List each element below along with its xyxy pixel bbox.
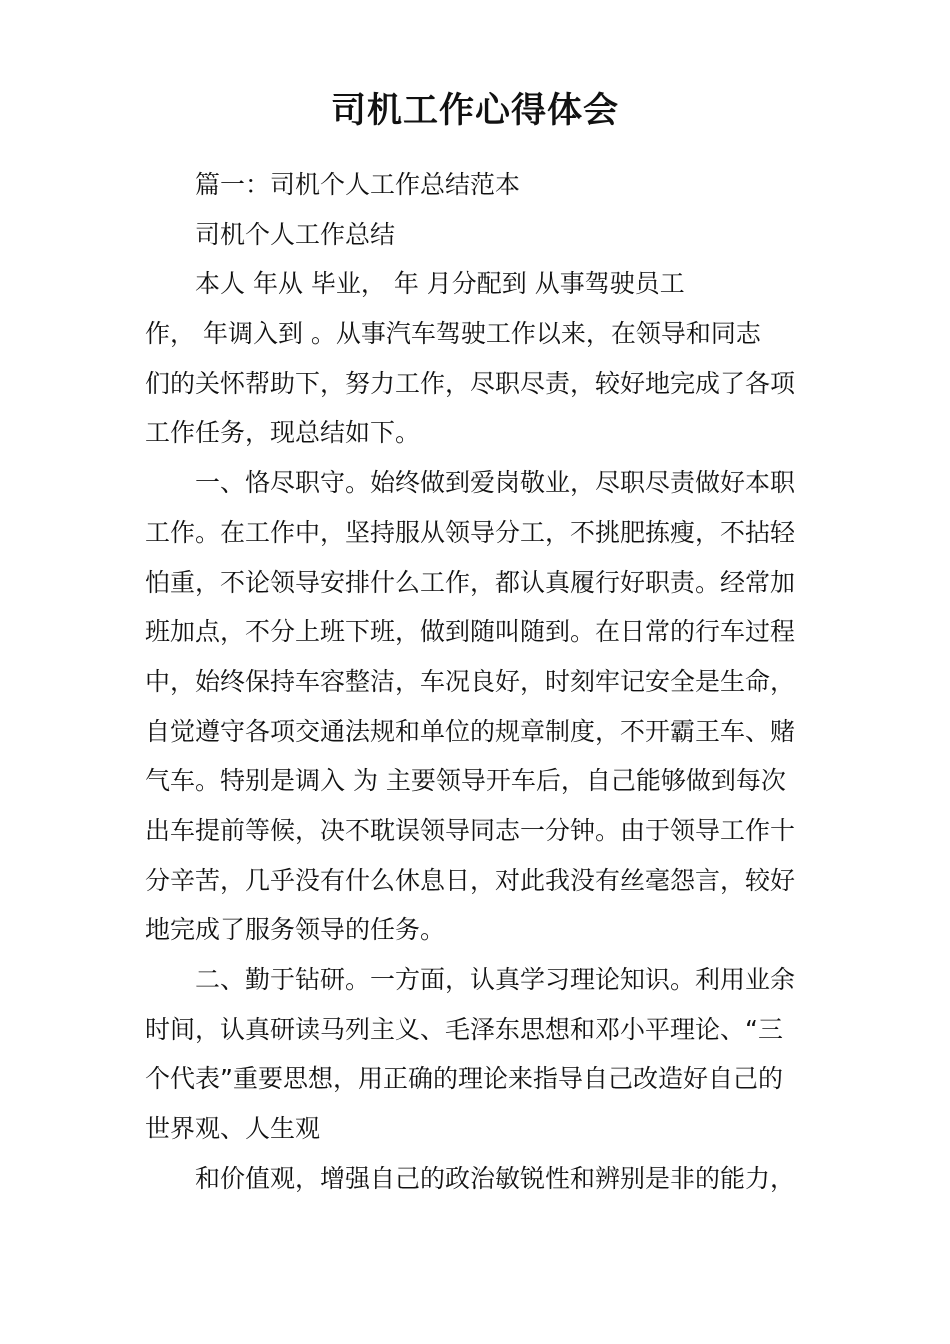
- paragraph-line: 工作。在工作中，坚持服从领导分工，不挑肥拣瘦，不拈轻: [145, 517, 796, 547]
- paragraph-line: 气车。特别是调入 为 主要领导开车后，自己能够做到每次: [145, 766, 786, 796]
- paragraph-line: 个代表”重要思想，用正确的理论来指导自己改造好自己的: [145, 1064, 783, 1094]
- paragraph-line: 班加点，不分上班下班，做到随叫随到。在日常的行车过程: [145, 617, 796, 647]
- paragraph-line: 二、勤于钻研。一方面，认真学习理论知识。利用业余: [195, 965, 796, 994]
- paragraph-line: 怕重，不论领导安排什么工作，都认真履行好职责。经常加: [145, 567, 796, 597]
- paragraph-line: 分辛苦，几乎没有什么休息日，对此我没有丝毫怨言，较好: [145, 865, 796, 895]
- paragraph-line: 篇一：司机个人工作总结范本: [195, 170, 521, 199]
- paragraph-line: 本人 年从 毕业， 年 月分配到 从事驾驶员工: [195, 269, 685, 299]
- paragraph-line: 世界观、人生观: [145, 1114, 321, 1144]
- paragraph-line: 一、恪尽职守。始终做到爱岗敬业，尽职尽责做好本职: [195, 468, 796, 498]
- document-title: 司机工作心得体会: [330, 91, 619, 131]
- paragraph-line: 作， 年调入到 。从事汽车驾驶工作以来，在领导和同志: [145, 319, 761, 349]
- paragraph-line: 司机个人工作总结: [195, 219, 396, 249]
- paragraph-line: 地完成了服务领导的任务。: [145, 915, 446, 945]
- document-body: [145, 160, 807, 1203]
- paragraph-line: 工作任务，现总结如下。: [145, 418, 421, 448]
- paragraph-line: 时间，认真研读马列主义、毛泽东思想和邓小平理论、“三: [145, 1014, 783, 1044]
- paragraph-line: 自觉遵守各项交通法规和单位的规章制度，不开霸王车、赌: [145, 716, 796, 746]
- paragraph-line: 中，始终保持车容整洁，车况良好，时刻牢记安全是生命，: [145, 666, 796, 696]
- paragraph-line: 出车提前等候，决不耽误领导同志一分钟。由于领导工作十: [145, 815, 796, 845]
- paragraph-line: 和价值观，增强自己的政治敏锐性和辨别是非的能力，: [195, 1163, 796, 1193]
- paragraph-line: 们的关怀帮助下，努力工作，尽职尽责，较好地完成了各项: [145, 368, 796, 398]
